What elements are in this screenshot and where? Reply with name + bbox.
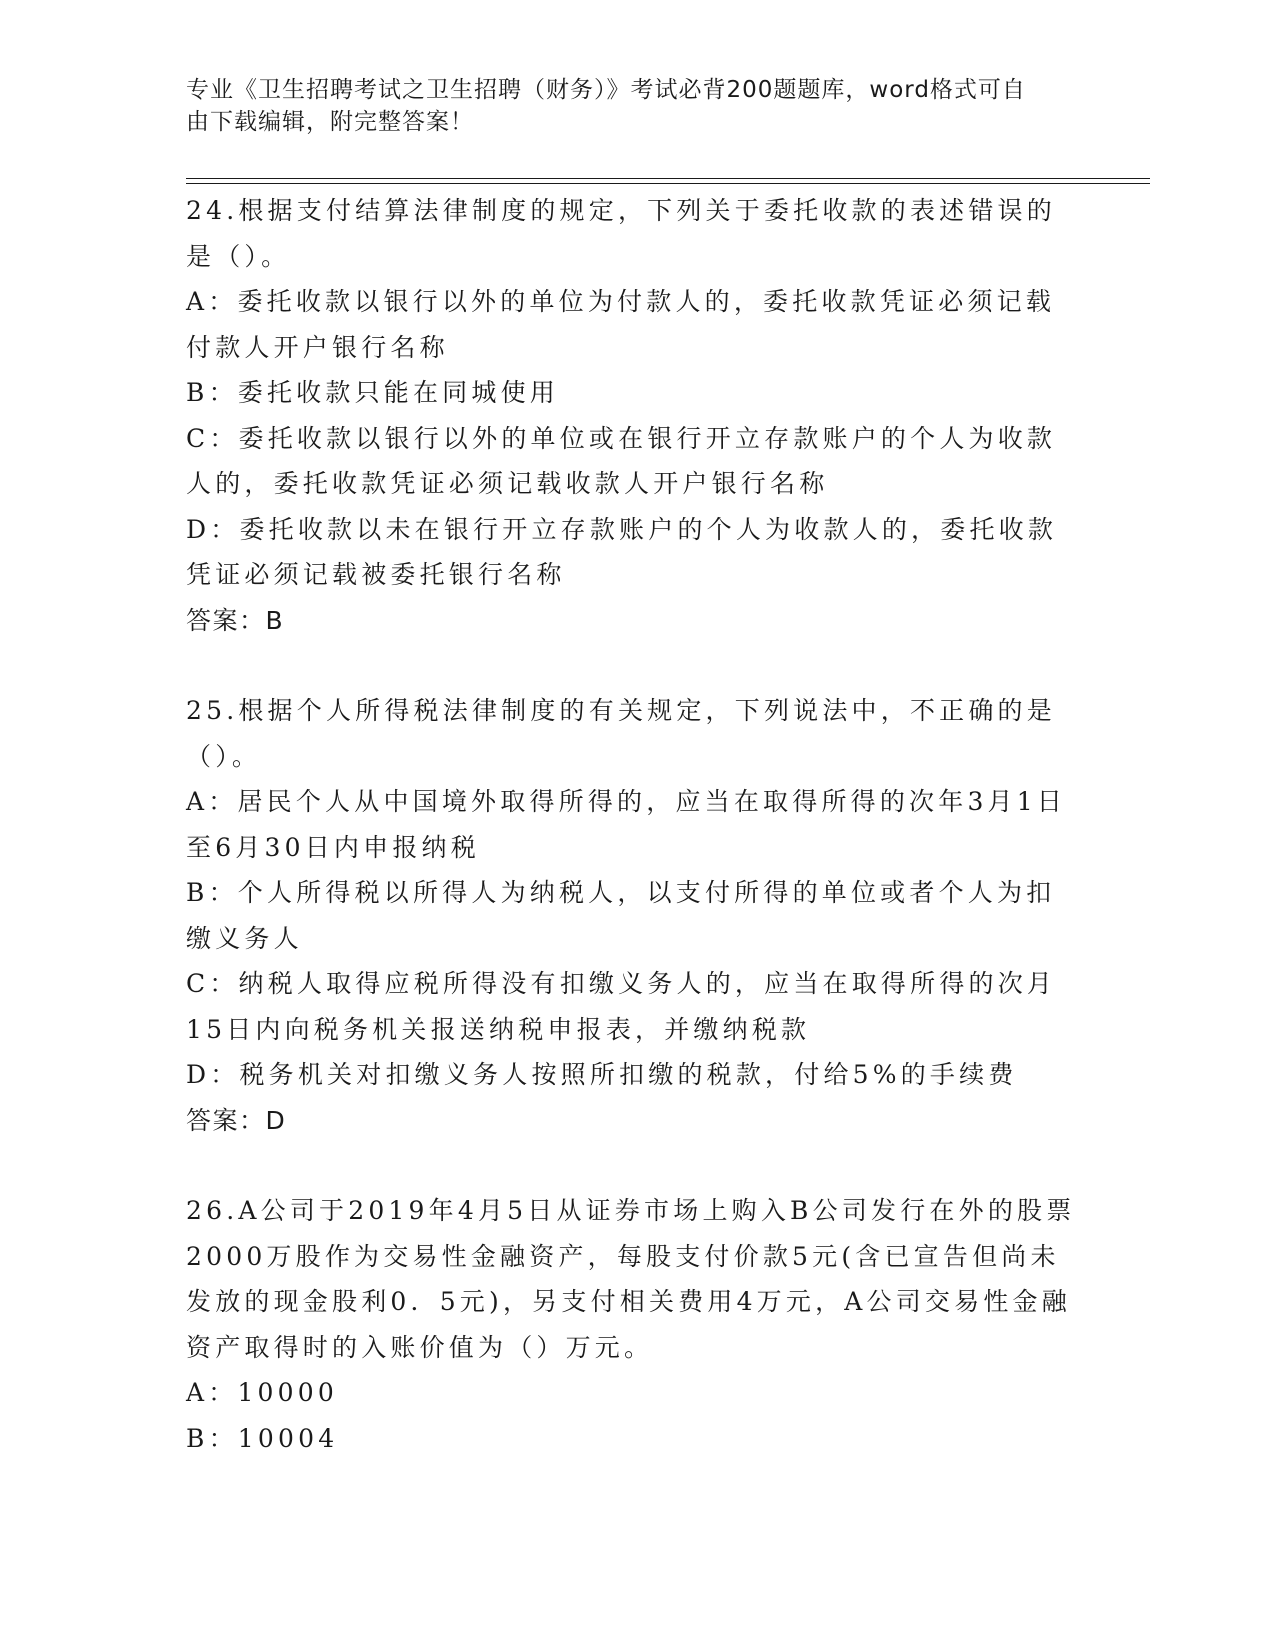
option-c: C：纳税人取得应税所得没有扣缴义务人的，应当在取得所得的次月15日内向税务机关报送纳税申报表，并缴纳税款 bbox=[186, 969, 1057, 1044]
option-d: D：委托收款以未在银行开立存款账户的个人为收款人的，委托收款凭证必须记载被委托银行名称 bbox=[186, 514, 1058, 589]
header-line-2: 由下载编辑，附完整答案！ bbox=[186, 109, 474, 135]
option-a: A：委托收款以银行以外的单位为付款人的，委托收款凭证必须记载付款人开户银行名称 bbox=[186, 287, 1056, 362]
option-d: D：税务机关对扣缴义务人按照所扣缴的税款，付给5%的手续费 bbox=[186, 1060, 1018, 1089]
question-stem: 26.A公司于2019年4月5日从证券市场上购入B公司发行在外的股票2000万股作为交易性金融资产，每股支付价款5元(含已宣告但尚未发放的现金股利0．5元)，另支付相关费用4万元，A公司交易性金融资产取得时的入账价值为（）万元。 bbox=[186, 1196, 1076, 1362]
answer-line: 答案：B bbox=[186, 605, 285, 635]
question-stem: 24.根据支付结算法律制度的规定，下列关于委托收款的表述错误的是（）。 bbox=[186, 196, 1056, 271]
question-24 bbox=[186, 188, 1076, 643]
header-divider-bottom bbox=[186, 183, 1150, 184]
option-a: A：10000 bbox=[186, 1378, 338, 1407]
answer-line: 答案：D bbox=[186, 1105, 287, 1135]
option-b: B：10004 bbox=[186, 1423, 339, 1453]
question-list bbox=[186, 188, 1076, 1506]
option-b: B：委托收款只能在同城使用 bbox=[186, 378, 559, 407]
option-b: B：个人所得税以所得人为纳税人，以支付所得的单位或者个人为扣缴义务人 bbox=[186, 878, 1056, 953]
question-26 bbox=[186, 1188, 1076, 1461]
header-line-1: 专业《卫生招聘考试之卫生招聘（财务）》考试必背200题题库，word格式可自 bbox=[186, 77, 1026, 103]
option-a: A：居民个人从中国境外取得所得的，应当在取得所得的次年3月1日至6月30日内申报纳税 bbox=[186, 787, 1067, 862]
header-divider-top bbox=[186, 178, 1150, 179]
question-stem: 25.根据个人所得税法律制度的有关规定，下列说法中，不正确的是（）。 bbox=[186, 696, 1056, 771]
document-header bbox=[186, 74, 1066, 138]
option-c: C：委托收款以银行以外的单位或在银行开立存款账户的个人为收款人的，委托收款凭证必须记载收款人开户银行名称 bbox=[186, 423, 1057, 498]
question-25 bbox=[186, 688, 1076, 1143]
